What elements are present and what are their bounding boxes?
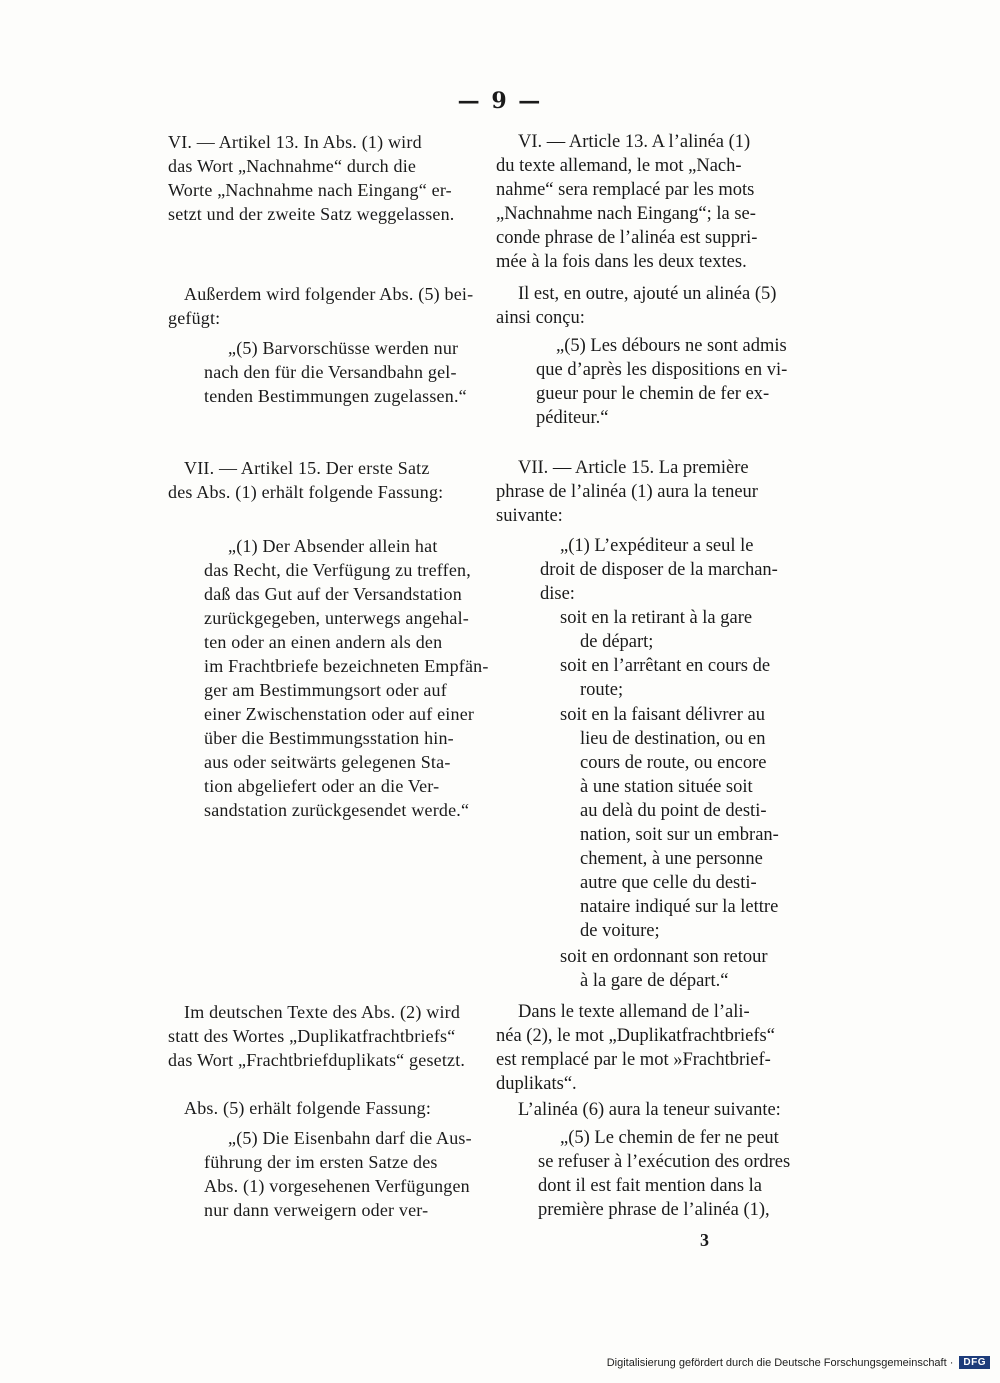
french-text-line: dont il est fait mention dans la (538, 1176, 763, 1196)
french-text-line: est remplacé par le mot »Frachtbrief- (496, 1050, 771, 1070)
french-text-line: première phrase de l’alinéa (1), (538, 1200, 770, 1220)
footer-text: Digitalisierung gefördert durch die Deutsche Forschungsgemeinschaft · (606, 1356, 954, 1369)
signature-mark: 3 (700, 1230, 709, 1250)
german-text-line: „(5) Barvorschüsse werden nur (228, 338, 459, 358)
french-text-line: L’alinéa (6) aura la teneur suivante: (518, 1100, 781, 1120)
german-text-line: des Abs. (1) erhält folgende Fassung: (168, 482, 444, 502)
french-text-line: „Nachnahme nach Eingang“; la se- (496, 204, 756, 224)
german-text-line: das Recht, die Verfügung zu treffen, (204, 560, 471, 580)
french-text-line: soit en ordonnant son retour (560, 947, 768, 967)
french-text-line: ainsi conçu: (496, 308, 585, 328)
german-text-line: das Wort „Nachnahme“ durch die (168, 156, 417, 176)
german-text-line: VII. — Artikel 15. Der erste Satz (184, 458, 430, 478)
german-text-line: Worte „Nachnahme nach Eingang“ er- (168, 180, 452, 200)
german-text-line: Abs. (5) erhält folgende Fassung: (184, 1098, 432, 1118)
french-text-line: soit en la retirant à la gare (560, 608, 753, 628)
german-text-line: nur dann verweigern oder ver- (204, 1200, 429, 1220)
german-text-line: nach den für die Versandbahn gel- (204, 362, 457, 382)
french-text-line: se refuser à l’exécution des ordres (538, 1152, 791, 1172)
french-text-line: chement, à une personne (580, 849, 763, 869)
french-text-line: lieu de destination, ou en (580, 729, 766, 749)
french-text-line: Il est, en outre, ajouté un alinéa (5) (518, 284, 777, 304)
french-text-line: que d’après les dispositions en vi- (536, 360, 788, 380)
german-text-line: im Frachtbriefe bezeichneten Empfän- (204, 656, 489, 676)
german-text-line: führung der im ersten Satze des (204, 1152, 438, 1172)
german-text-line: über die Bestimmungsstation hin- (204, 728, 454, 748)
german-text-line: das Wort „Frachtbriefduplikats“ gesetzt. (168, 1050, 466, 1070)
french-text-line: à une station située soit (580, 777, 753, 797)
german-text-line: daß das Gut auf der Versandstation (204, 584, 462, 604)
german-text-line: VI. — Artikel 13. In Abs. (1) wird (168, 132, 422, 152)
german-text-line: Außerdem wird folgender Abs. (5) bei- (184, 284, 474, 304)
french-text-line: mée à la fois dans les deux textes. (496, 252, 747, 272)
french-text-line: autre que celle du desti- (580, 873, 757, 893)
footer (607, 1356, 990, 1369)
french-text-line: péditeur.“ (536, 408, 609, 428)
german-text-line: tenden Bestimmungen zugelassen.“ (204, 386, 467, 406)
french-text-line: soit en la faisant délivrer au (560, 705, 765, 725)
french-text-line: phrase de l’alinéa (1) aura la teneur (496, 482, 758, 502)
german-text-line: einer Zwischenstation oder auf einer (204, 704, 475, 724)
german-text-line: statt des Wortes „Duplikatfrachtbriefs“ (168, 1026, 456, 1046)
french-text-line: dise: (540, 584, 575, 604)
french-text-line: du texte allemand, le mot „Nach- (496, 156, 742, 176)
dfg-logo: DFG (959, 1356, 990, 1369)
french-text-line: de départ; (580, 632, 654, 652)
french-text-line: „(5) Le chemin de fer ne peut (560, 1128, 779, 1148)
german-text-line: zurückgegeben, unterwegs angehal- (204, 608, 469, 628)
french-text-line: cours de route, ou encore (580, 753, 767, 773)
french-text-line: de voiture; (580, 921, 660, 941)
french-text-line: VI. — Article 13. A l’alinéa (1) (518, 132, 751, 152)
french-text-line: droit de disposer de la marchan- (540, 560, 778, 580)
german-text-line: setzt und der zweite Satz weggelassen. (168, 204, 455, 224)
french-text-line: Dans le texte allemand de l’ali- (518, 1002, 750, 1022)
german-text-line: gefügt: (168, 308, 221, 328)
german-text-line: ger am Bestimmungsort oder auf (204, 680, 447, 700)
german-text-line: sandstation zurückgesendet werde.“ (204, 800, 470, 820)
french-text-line: suivante: (496, 506, 563, 526)
german-text-line: tion abgeliefert oder an die Ver- (204, 776, 440, 796)
german-text-line: Im deutschen Texte des Abs. (2) wird (184, 1002, 461, 1022)
french-text-line: „(5) Les débours ne sont admis (556, 336, 787, 356)
french-text-line: soit en l’arrêtant en cours de (560, 656, 771, 676)
french-text-line: nataire indiqué sur la lettre (580, 897, 779, 917)
french-text-line: route; (580, 680, 624, 700)
german-text-line: „(1) Der Absender allein hat (228, 536, 438, 556)
german-text-line: Abs. (1) vorgesehenen Verfügungen (204, 1176, 470, 1196)
french-text-line: nahme“ sera remplacé par les mots (496, 180, 755, 200)
german-text-line: „(5) Die Eisenbahn darf die Aus- (228, 1128, 472, 1148)
german-text-line: aus oder seitwärts gelegenen Sta- (204, 752, 451, 772)
french-text-line: gueur pour le chemin de fer ex- (536, 384, 770, 404)
french-text-line: nation, soit sur un embran- (580, 825, 779, 845)
french-text-line: néa (2), le mot „Duplikatfrachtbriefs“ (496, 1026, 775, 1046)
german-text-line: ten oder an einen andern als den (204, 632, 443, 652)
page-number: — 9 — (457, 88, 543, 114)
french-text-line: conde phrase de l’alinéa est suppri- (496, 228, 758, 248)
french-text-line: à la gare de départ.“ (580, 971, 729, 991)
french-text-line: au delà du point de desti- (580, 801, 767, 821)
french-text-line: VII. — Article 15. La première (518, 458, 749, 478)
french-text-line: duplikats“. (496, 1074, 577, 1094)
french-text-line: „(1) L’expéditeur a seul le (560, 536, 754, 556)
